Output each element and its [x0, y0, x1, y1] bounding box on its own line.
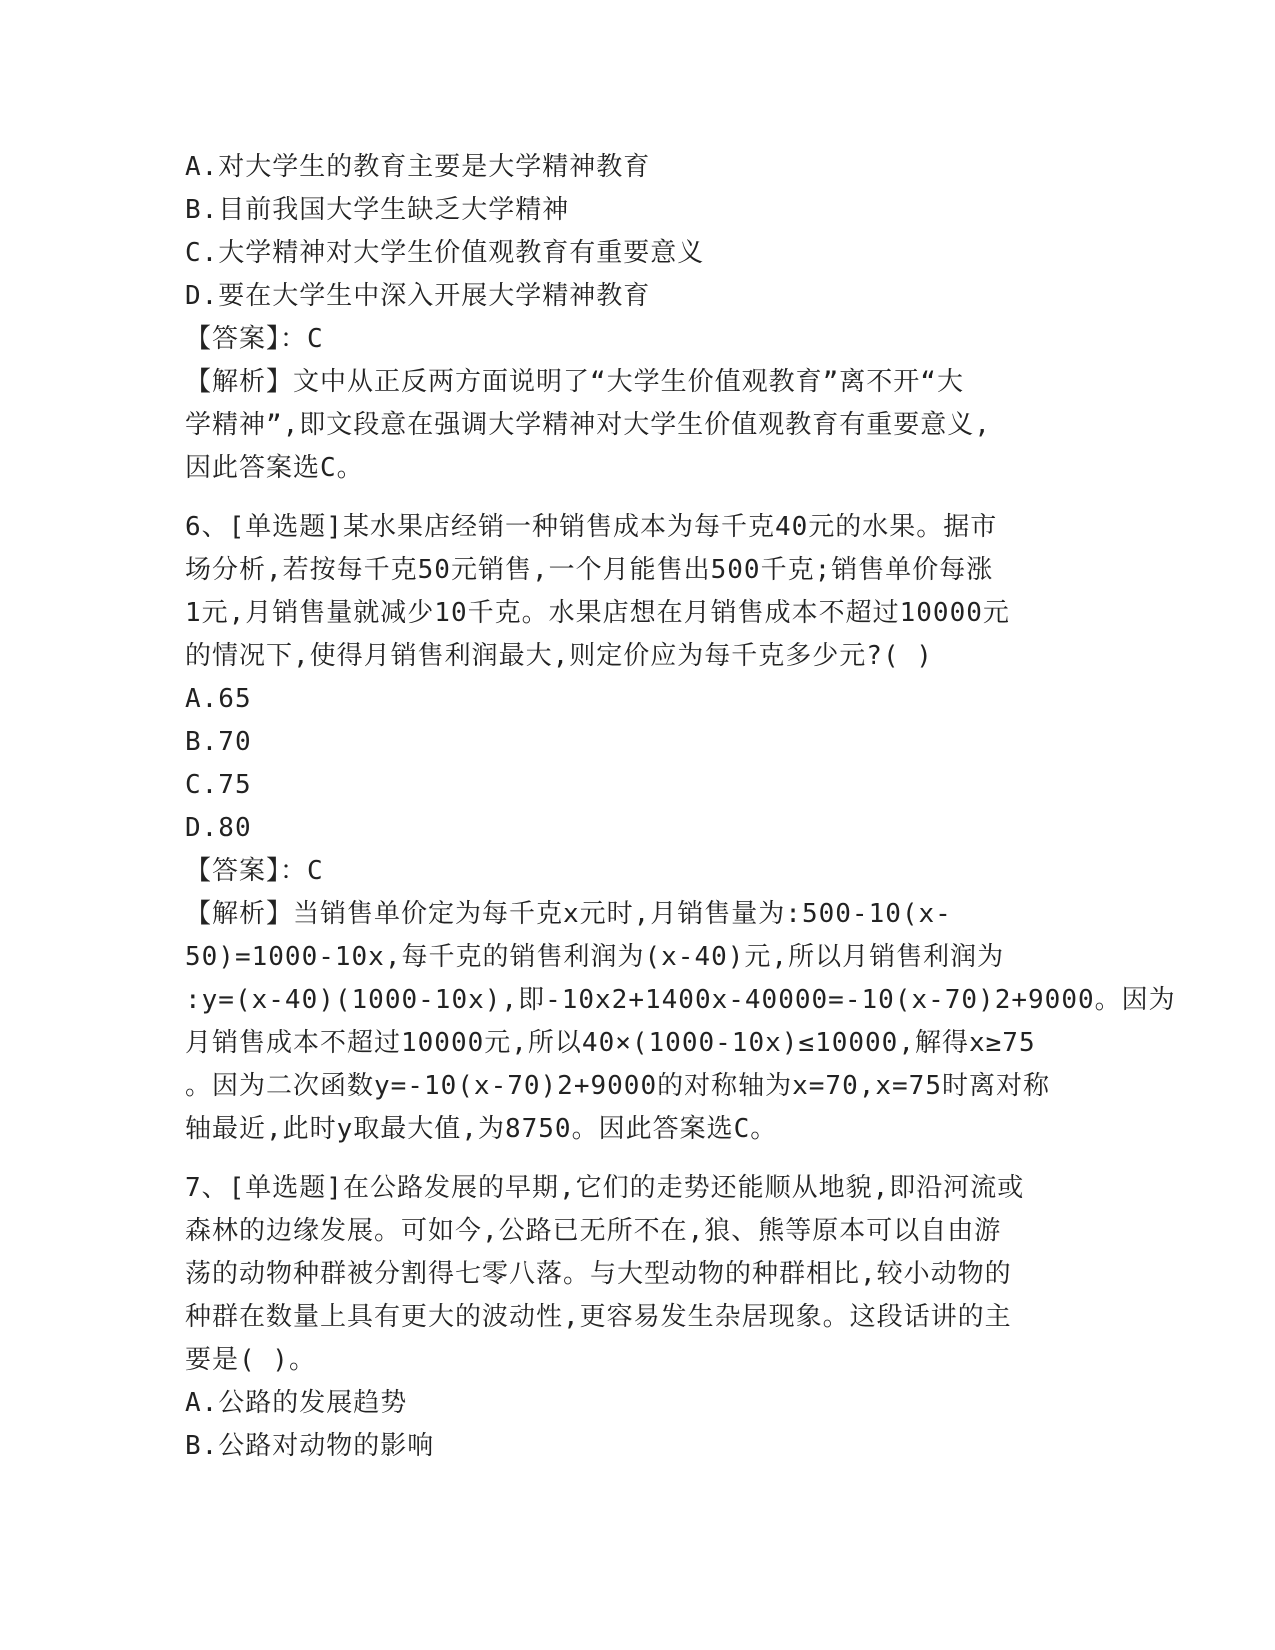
question-text: 场分析,若按每千克50元销售,一个月能售出500千克;销售单价每涨 — [185, 555, 994, 585]
analysis-line: 。因为二次函数y=-10(x-70)2+9000的对称轴为x=70,x=75时离对称 — [185, 1071, 1050, 1101]
option-b: B.70 — [185, 727, 252, 757]
option-d: D.要在大学生中深入开展大学精神教育 — [185, 281, 651, 311]
analysis-line: 学精神”,即文段意在强调大学精神对大学生价值观教育有重要意义, — [185, 410, 991, 440]
option-b: B.公路对动物的影响 — [185, 1431, 435, 1461]
answer-line: 【答案】：C — [185, 324, 324, 354]
analysis-line: 50)=1000-10x,每千克的销售利润为(x-40)元,所以月销售利润为 — [185, 942, 1005, 972]
question-text: 6、[单选题]某水果店经销一种销售成本为每千克40元的水果。据市 — [185, 512, 998, 542]
option-d: D.80 — [185, 813, 252, 843]
answer-line: 【答案】：C — [185, 856, 324, 886]
analysis-line: 【解析】当销售单价定为每千克x元时,月销售量为:500-10(x- — [185, 899, 952, 929]
option-a: A.对大学生的教育主要是大学精神教育 — [185, 152, 651, 182]
option-a: A.65 — [185, 684, 252, 714]
option-a: A.公路的发展趋势 — [185, 1388, 408, 1418]
analysis-line: 【解析】文中从正反两方面说明了“大学生价值观教育”离不开“大 — [185, 367, 964, 397]
analysis-line: 轴最近,此时y取最大值,为8750。因此答案选C。 — [185, 1114, 778, 1144]
question-text: 森林的边缘发展。可如今,公路已无所不在,狼、熊等原本可以自由游 — [185, 1216, 1002, 1246]
question-text: 种群在数量上具有更大的波动性,更容易发生杂居现象。这段话讲的主 — [185, 1302, 1012, 1332]
document-page — [185, 146, 1176, 1468]
analysis-line: 月销售成本不超过10000元,所以40×(1000-10x)≤10000,解得x≥75 — [185, 1028, 1036, 1058]
question-text: 7、[单选题]在公路发展的早期,它们的走势还能顺从地貌,即沿河流或 — [185, 1173, 1025, 1203]
question-text: 要是( )。 — [185, 1345, 316, 1375]
option-c: C.大学精神对大学生价值观教育有重要意义 — [185, 238, 705, 268]
option-b: B.目前我国大学生缺乏大学精神 — [185, 195, 570, 225]
option-c: C.75 — [185, 770, 252, 800]
question-text: 1元,月销售量就减少10千克。水果店想在月销售成本不超过10000元 — [185, 598, 1010, 628]
question-text: 荡的动物种群被分割得七零八落。与大型动物的种群相比,较小动物的 — [185, 1259, 1012, 1289]
analysis-line: 因此答案选C。 — [185, 453, 364, 483]
question-text: 的情况下,使得月销售利润最大,则定价应为每千克多少元?( ) — [185, 641, 933, 671]
analysis-line: :y=(x-40)(1000-10x),即-10x2+1400x-40000=-10(x-70)2+9000。因为 — [185, 985, 1176, 1015]
